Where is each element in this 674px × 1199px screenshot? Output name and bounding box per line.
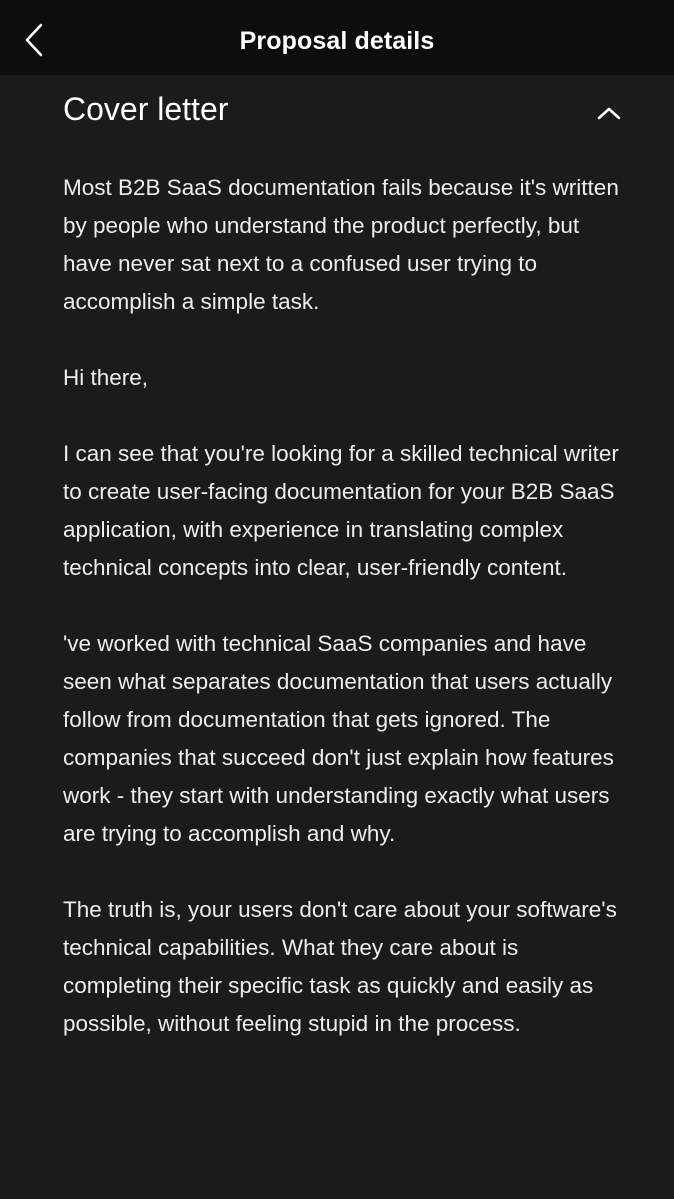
page-title: Proposal details <box>239 27 435 55</box>
cover-letter-body <box>63 169 623 1081</box>
chevron-up-icon[interactable] <box>595 103 623 123</box>
top-bar <box>0 0 674 75</box>
cover-letter-paragraph: Most B2B SaaS documentation fails because it's written by people who understand the product perfectly, but have never sat next to a confused user trying to accomplish a simple task. <box>63 175 619 314</box>
cover-letter-paragraph: I can see that you're looking for a skilled technical writer to create user-facing documentation for your B2B SaaS application, with experience in translating complex technical concepts into clear, user-friendly content. <box>63 441 619 580</box>
proposal-content[interactable] <box>0 75 674 1199</box>
cover-letter-header[interactable] <box>63 83 623 143</box>
cover-letter-paragraph: The truth is, your users don't care about your software's technical capabilities. What they care about is completing their specific task as quickly and easily as possible, without feeling stupid in the process. <box>63 897 617 1036</box>
cover-letter-title: Cover letter <box>63 91 229 127</box>
cover-letter-paragraph: Hi there, <box>63 365 149 390</box>
cover-letter-paragraph: 've worked with technical SaaS companies and have seen what separates documentation that users actually follow from documentation that gets ignored. The companies that succeed don't just explain how features work - they start with understanding exactly what users are trying to accomplish and why. <box>63 631 614 846</box>
